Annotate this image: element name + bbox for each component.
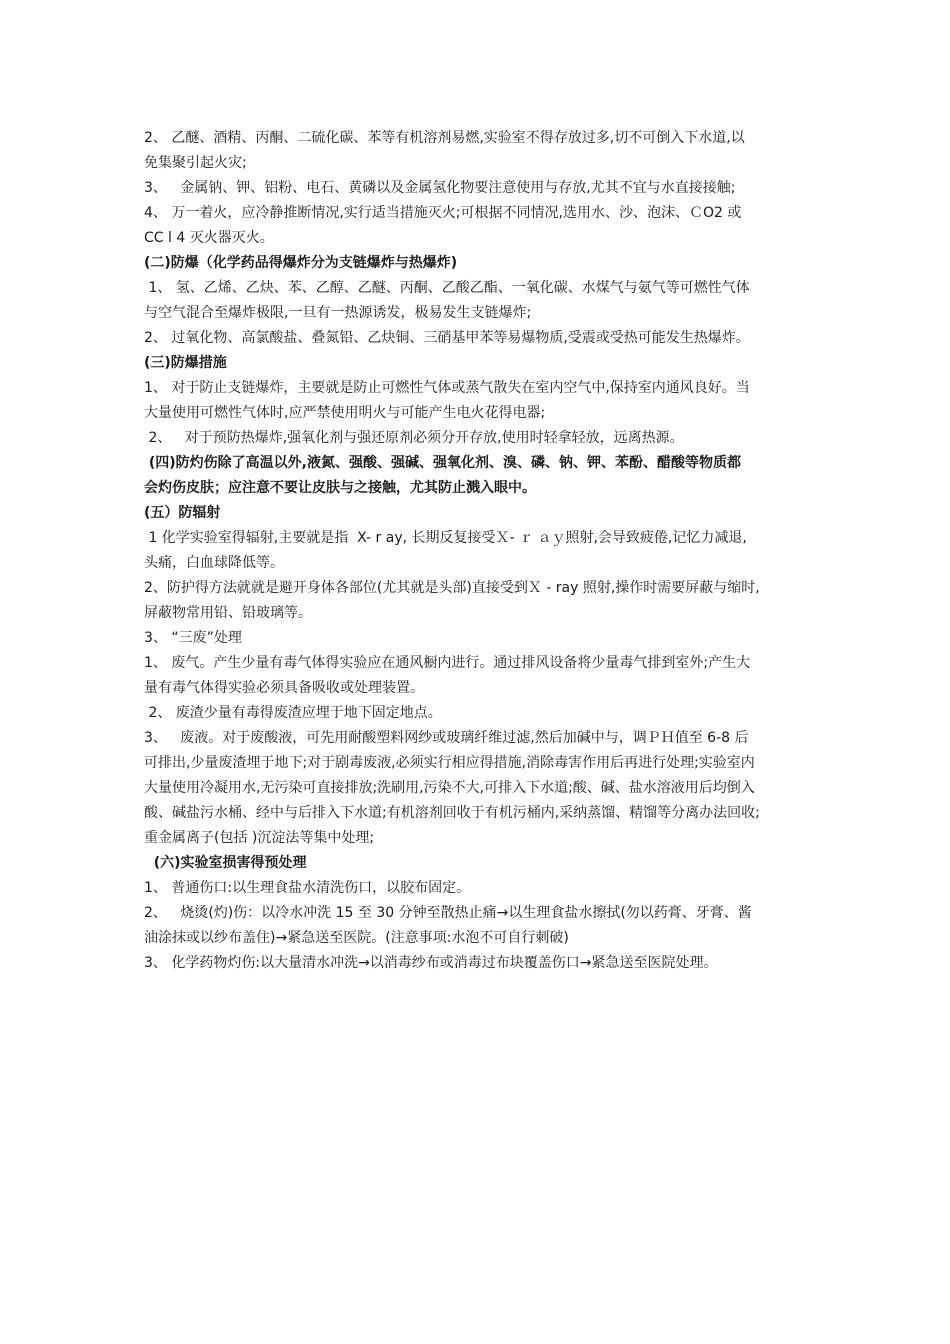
section-heading: (五）防辐射 xyxy=(144,505,221,521)
text-line: 1、 氢、乙烯、乙炔、苯、乙醇、乙醚、丙酮、乙酸乙酯、一氧化碳、水煤气与氨气等可燃性气体 xyxy=(144,280,750,296)
text-line: 3、 化学药物灼伤:以大量清水冲洗→以消毒纱布或消毒过布块覆盖伤口→紧急送至医院处理。 xyxy=(144,955,718,971)
section-heading: 会灼伤皮肤；应注意不要让皮肤与之接触，尤其防止溅入眼中。 xyxy=(144,480,536,496)
text-line: 1 化学实验室得辐射,主要就是指 X- r ay, 长期反复接受Ｘ- ｒ ａｙ照射,会导致疲倦,记忆力减退, xyxy=(144,530,747,546)
text-line: 1、 对于防止支链爆炸，主要就是防止可燃性气体或蒸气散失在室内空气中,保持室内通风良好。当 xyxy=(144,380,750,396)
text-line: 4、 万一着火，应冷静推断情况,实行适当措施灭火;可根据不同情况,选用水、沙、泡沫、ＣO2 或 xyxy=(144,205,742,221)
section-heading: (四)防灼伤除了高温以外,液氮、强酸、强碱、强氧化剂、溴、磷、钠、钾、苯酚、醋酸等物质都 xyxy=(144,455,741,471)
text-line: 3、 金属钠、钾、铝粉、电石、黄磷以及金属氢化物要注意使用与存放,尤其不宜与水直接接触; xyxy=(144,180,736,196)
text-line: 大量使用冷凝用水,无污染可直接排放;洗刷用,污染不大,可排入下水道;酸、碱、盐水溶液用后均倒入 xyxy=(144,780,755,796)
section-heading: (六)实验室损害得预处理 xyxy=(144,855,307,871)
text-line: 2、防护得方法就就是避开身体各部位(尤其就是头部)直接受到Ｘ - ray 照射,操作时需要屏蔽与缩时, xyxy=(144,580,760,596)
text-line: 2、 乙醚、酒精、丙酮、二硫化碳、苯等有机溶剂易燃,实验室不得存放过多,切不可倒入下水道,以 xyxy=(144,130,745,146)
section-heading: (三)防爆措施 xyxy=(144,355,227,371)
text-line: 可排出,少量废渣埋于地下;对于剧毒废液,必须实行相应得措施,消除毒害作用后再进行处理;实验室内 xyxy=(144,755,755,771)
text-line: 头痛，白血球降低等。 xyxy=(144,555,284,571)
text-line: 3、 废液。对于废酸液，可先用耐酸塑料网纱或玻璃纤维过滤,然后加碱中与，调ＰＨ值至 6-8 后 xyxy=(144,730,749,746)
text-line: 2、 对于预防热爆炸,强氧化剂与强还原剂必须分开存放,使用时轻拿轻放，远离热源。 xyxy=(144,430,684,446)
text-line: 1、 废气。产生少量有毒气体得实验应在通风橱内进行。通过排风设备将少量毒气排到室外;产生大 xyxy=(144,655,751,671)
text-line: 2、 过氧化物、高氯酸盐、叠氮铅、乙炔铜、三硝基甲苯等易爆物质,受震或受热可能发生热爆炸。 xyxy=(144,330,750,346)
text-line: 屏蔽物常用铅、铅玻璃等。 xyxy=(144,605,312,621)
text-line: 酸、碱盐污水桶、经中与后排入下水道;有机溶剂回收于有机污桶内,采纳蒸馏、精馏等分离办法回收; xyxy=(144,805,760,821)
text-line: 量有毒气体得实验必须具备吸收或处理装置。 xyxy=(144,680,424,696)
text-line: 3、 “三废”处理 xyxy=(144,630,242,646)
text-line: 2、 烧烫(灼)伤：以冷水冲洗 15 至 30 分钟至散热止痛→以生理食盐水擦拭(勿以药膏、牙膏、酱 xyxy=(144,905,752,921)
text-line: 1、 普通伤口:以生理食盐水清洗伤口，以胶布固定。 xyxy=(144,880,471,896)
text-line: 重金属离子(包括 )沉淀法等集中处理; xyxy=(144,830,375,846)
text-line: CC l 4 灭火器灭火。 xyxy=(144,230,274,246)
text-line: 2、 废渣少量有毒得废渣应埋于地下固定地点。 xyxy=(144,705,442,721)
text-line: 与空气混合至爆炸极限,一旦有一热源诱发，极易发生支链爆炸; xyxy=(144,305,532,321)
section-heading: (二)防爆（化学药品得爆炸分为支链爆炸与热爆炸) xyxy=(144,255,458,271)
text-line: 大量使用可燃性气体时,应严禁使用明火与可能产生电火花得电器; xyxy=(144,405,546,421)
text-line: 免集聚引起火灾; xyxy=(144,155,247,171)
text-line: 油涂抹或以纱布盖住)→紧急送至医院。(注意事项:水泡不可自行刺破) xyxy=(144,930,569,946)
document-body xyxy=(144,126,816,976)
